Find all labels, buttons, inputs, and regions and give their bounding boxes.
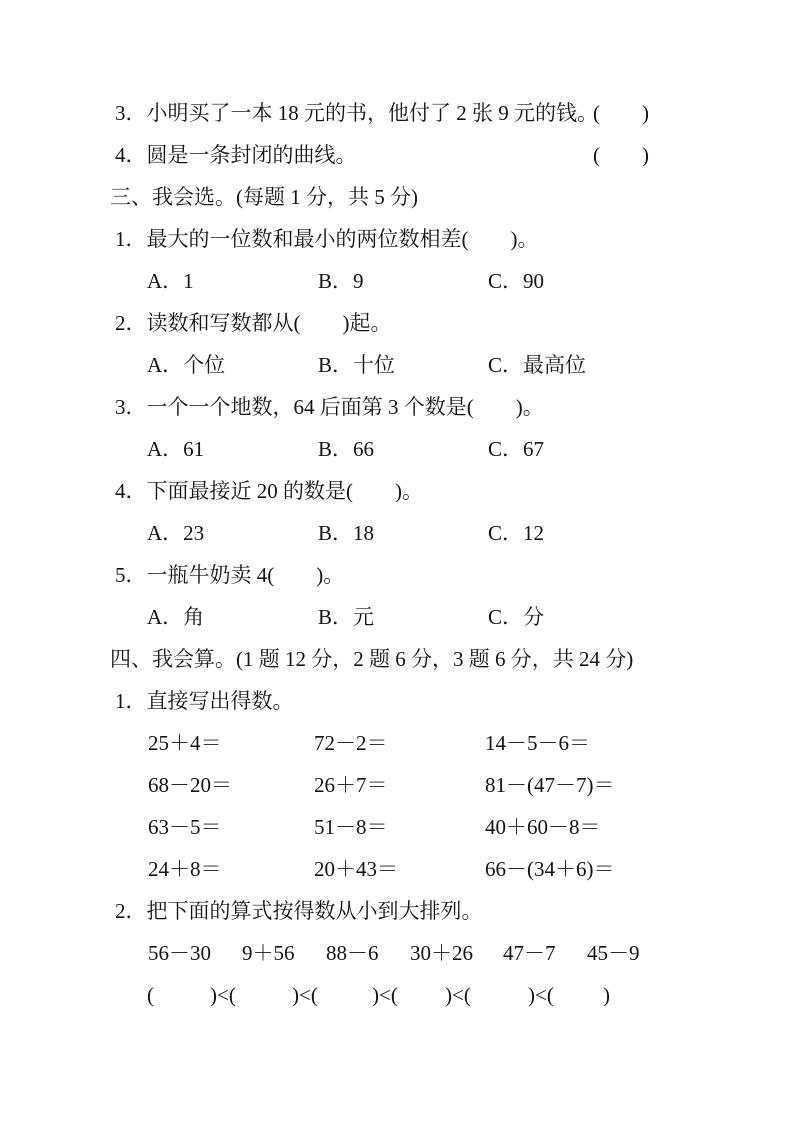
mc-question-1 bbox=[115, 229, 539, 257]
option-c: C．最高位 bbox=[488, 353, 587, 377]
calc-row-3 bbox=[0, 817, 793, 845]
option-a: A．角 bbox=[147, 605, 205, 629]
option-b: B．9 bbox=[318, 269, 364, 293]
question-text: 直接写出得数。 bbox=[146, 689, 294, 713]
calc-question-2 bbox=[115, 901, 483, 929]
question-text: 最大的一位数和最小的两位数相差( )。 bbox=[146, 227, 539, 251]
mc-options-2 bbox=[0, 355, 793, 383]
answer-blank: ( ) bbox=[593, 143, 649, 167]
question-number: 3． bbox=[115, 101, 147, 125]
option-a: A．23 bbox=[147, 521, 205, 545]
calc-question-1 bbox=[115, 691, 294, 719]
answer-blank: ( ) bbox=[593, 101, 649, 125]
ordering-blank-segment: ( bbox=[147, 983, 154, 1007]
sort-expression: 45－9 bbox=[587, 941, 640, 965]
option-a: A．个位 bbox=[147, 353, 226, 377]
mc-question-2 bbox=[115, 313, 392, 341]
option-b: B．18 bbox=[318, 521, 375, 545]
mc-options-3 bbox=[0, 439, 793, 467]
sort-expression: 30＋26 bbox=[410, 941, 473, 965]
question-text: 下面最接近 20 的数是( )。 bbox=[146, 479, 423, 503]
expression-list bbox=[0, 943, 793, 971]
question-number: 5． bbox=[115, 563, 147, 587]
question-number: 4． bbox=[115, 479, 147, 503]
calc-expression: 24＋8＝ bbox=[148, 857, 222, 881]
calc-expression: 66－(34＋6)＝ bbox=[485, 857, 615, 881]
calc-expression: 26＋7＝ bbox=[314, 773, 388, 797]
option-b: B．十位 bbox=[318, 353, 396, 377]
question-text: 把下面的算式按得数从小到大排列。 bbox=[146, 899, 483, 923]
sort-expression: 9＋56 bbox=[242, 941, 295, 965]
option-b: B．66 bbox=[318, 437, 375, 461]
question-text: 小明买了一本 18 元的书，他付了 2 张 9 元的钱。 bbox=[146, 101, 598, 125]
calc-expression: 40＋60－8＝ bbox=[485, 815, 601, 839]
ordering-blanks bbox=[0, 985, 793, 1013]
question-number: 3． bbox=[115, 395, 147, 419]
section-3-heading: 三、我会选。(每题 1 分，共 5 分) bbox=[110, 185, 418, 209]
sort-expression: 56－30 bbox=[148, 941, 211, 965]
calc-expression: 72－2＝ bbox=[314, 731, 388, 755]
mc-options-5 bbox=[0, 607, 793, 635]
calc-expression: 14－5－6＝ bbox=[485, 731, 590, 755]
mc-options-4 bbox=[0, 523, 793, 551]
sort-expression: 88－6 bbox=[326, 941, 379, 965]
option-a: A．1 bbox=[147, 269, 194, 293]
section-4-heading: 四、我会算。(1 题 12 分，2 题 6 分，3 题 6 分，共 24 分) bbox=[110, 647, 634, 671]
judge-question-3 bbox=[115, 101, 649, 131]
ordering-blank-segment: )<( bbox=[292, 983, 318, 1007]
option-c: C．12 bbox=[488, 521, 545, 545]
question-text: 一瓶牛奶卖 4( )。 bbox=[146, 563, 345, 587]
option-c: C．90 bbox=[488, 269, 545, 293]
calc-row-2 bbox=[0, 775, 793, 803]
ordering-blank-segment: )<( bbox=[210, 983, 236, 1007]
question-text: 圆是一条封闭的曲线。 bbox=[146, 143, 357, 167]
option-b: B．元 bbox=[318, 605, 375, 629]
ordering-blank-segment: )<( bbox=[528, 983, 554, 1007]
ordering-blank-segment: )<( bbox=[372, 983, 398, 1007]
question-number: 1． bbox=[115, 689, 147, 713]
option-a: A．61 bbox=[147, 437, 205, 461]
question-text: 读数和写数都从( )起。 bbox=[146, 311, 392, 335]
question-text: 一个一个地数，64 后面第 3 个数是( )。 bbox=[146, 395, 544, 419]
calc-expression: 25＋4＝ bbox=[148, 731, 222, 755]
calc-expression: 51－8＝ bbox=[314, 815, 388, 839]
mc-options-1 bbox=[0, 271, 793, 299]
ordering-blank-segment: )<( bbox=[445, 983, 471, 1007]
calc-expression: 68－20＝ bbox=[148, 773, 232, 797]
question-number: 2． bbox=[115, 899, 147, 923]
question-number: 4． bbox=[115, 143, 147, 167]
question-number: 2． bbox=[115, 311, 147, 335]
option-c: C．分 bbox=[488, 605, 545, 629]
calc-expression: 63－5＝ bbox=[148, 815, 222, 839]
calc-expression: 20＋43＝ bbox=[314, 857, 398, 881]
calc-row-1 bbox=[0, 733, 793, 761]
calc-expression: 81－(47－7)＝ bbox=[485, 773, 615, 797]
mc-question-3 bbox=[115, 397, 544, 425]
mc-question-4 bbox=[115, 481, 423, 509]
mc-question-5 bbox=[115, 565, 344, 593]
ordering-blank-segment: ) bbox=[603, 983, 610, 1007]
judge-question-4 bbox=[115, 143, 649, 173]
sort-expression: 47－7 bbox=[503, 941, 556, 965]
option-c: C．67 bbox=[488, 437, 545, 461]
question-number: 1． bbox=[115, 227, 147, 251]
calc-row-4 bbox=[0, 859, 793, 887]
